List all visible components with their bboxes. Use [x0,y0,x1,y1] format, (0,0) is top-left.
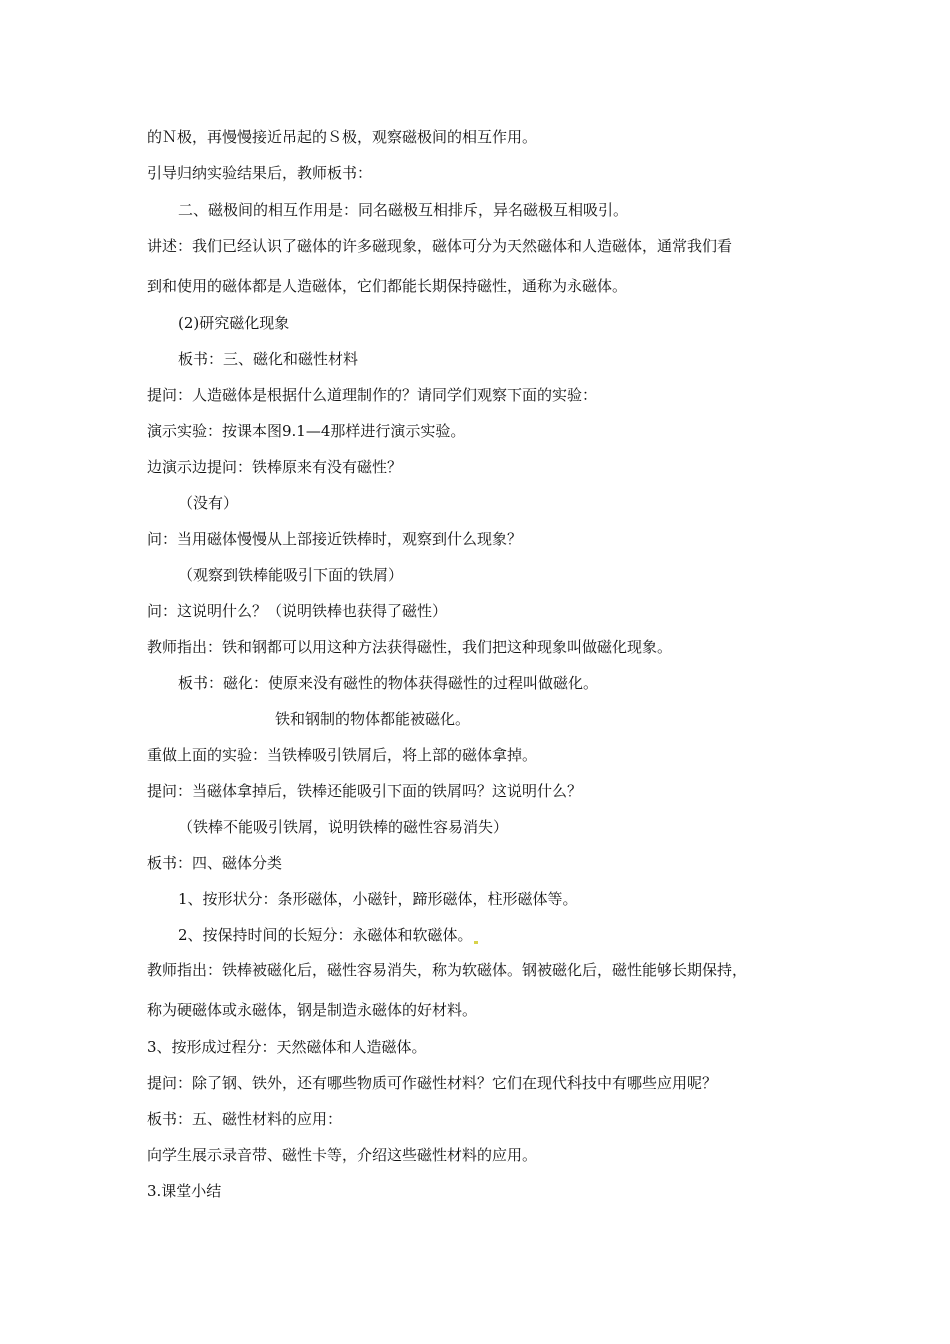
text-line: 讲述：我们已经认识了磁体的许多磁现象，磁体可分为天然磁体和人造磁体，通常我们看 [147,237,733,255]
text-line: 板书：五、磁性材料的应用： [147,1110,343,1128]
text-line: 重做上面的实验：当铁棒吸引铁屑后，将上部的磁体拿掉。 [147,746,538,764]
text-line: 称为硬磁体或永磁体，钢是制造永磁体的好材料。 [147,1001,478,1019]
text-line: 到和使用的磁体都是人造磁体，它们都能长期保持磁性，通称为永磁体。 [147,277,628,295]
text-line-content: 2、按保持时间的长短分：永磁体和软磁体。 [178,926,473,944]
text-line: （观察到铁棒能吸引下面的铁屑） [178,566,404,584]
text-line: 向学生展示录音带、磁性卡等，介绍这些磁性材料的应用。 [147,1146,538,1164]
text-line: 边演示边提问：铁棒原来有没有磁性？ [147,458,403,476]
text-line [178,925,479,945]
text-line: (2)研究磁化现象 [178,314,290,332]
text-line: （没有） [178,494,239,512]
text-line: 的Ｎ极，再慢慢接近吊起的Ｓ极，观察磁极间的相互作用。 [147,128,538,146]
text-line: 提问：除了钢、铁外，还有哪些物质可作磁性材料？它们在现代科技中有哪些应用呢？ [147,1074,718,1092]
text-line: 二、磁极间的相互作用是：同名磁极互相排斥，异名磁极互相吸引。 [178,201,629,219]
text-line: 教师指出：铁和钢都可以用这种方法获得磁性，我们把这种现象叫做磁化现象。 [147,638,673,656]
highlight-mark [474,941,478,944]
text-line: 教师指出：铁棒被磁化后，磁性容易消失，称为软磁体。钢被磁化后，磁性能够长期保持， [147,961,748,979]
text-line: 提问：当磁体拿掉后，铁棒还能吸引下面的铁屑吗？这说明什么？ [147,782,583,800]
text-line: 板书：三、磁化和磁性材料 [178,350,359,368]
text-line: 3.课堂小结 [147,1182,222,1200]
text-line: 板书：磁化：使原来没有磁性的物体获得磁性的过程叫做磁化。 [178,674,599,692]
text-line: 板书：四、磁体分类 [147,854,283,872]
text-line: 提问：人造磁体是根据什么道理制作的？请同学们观察下面的实验： [147,386,598,404]
text-line: 铁和钢制的物体都能被磁化。 [275,710,471,728]
text-line: 问：当用磁体慢慢从上部接近铁棒时，观察到什么现象？ [147,530,523,548]
text-line: 1、按形状分：条形磁体，小磁针，蹄形磁体，柱形磁体等。 [178,890,578,908]
text-line: 引导归纳实验结果后，教师板书： [147,164,373,182]
text-line: 3、按形成过程分：天然磁体和人造磁体。 [147,1038,427,1056]
text-line: 演示实验：按课本图9.1—4那样进行演示实验。 [147,422,466,440]
text-line: （铁棒不能吸引铁屑，说明铁棒的磁性容易消失） [178,818,509,836]
text-line: 问：这说明什么？（说明铁棒也获得了磁性） [147,602,448,620]
